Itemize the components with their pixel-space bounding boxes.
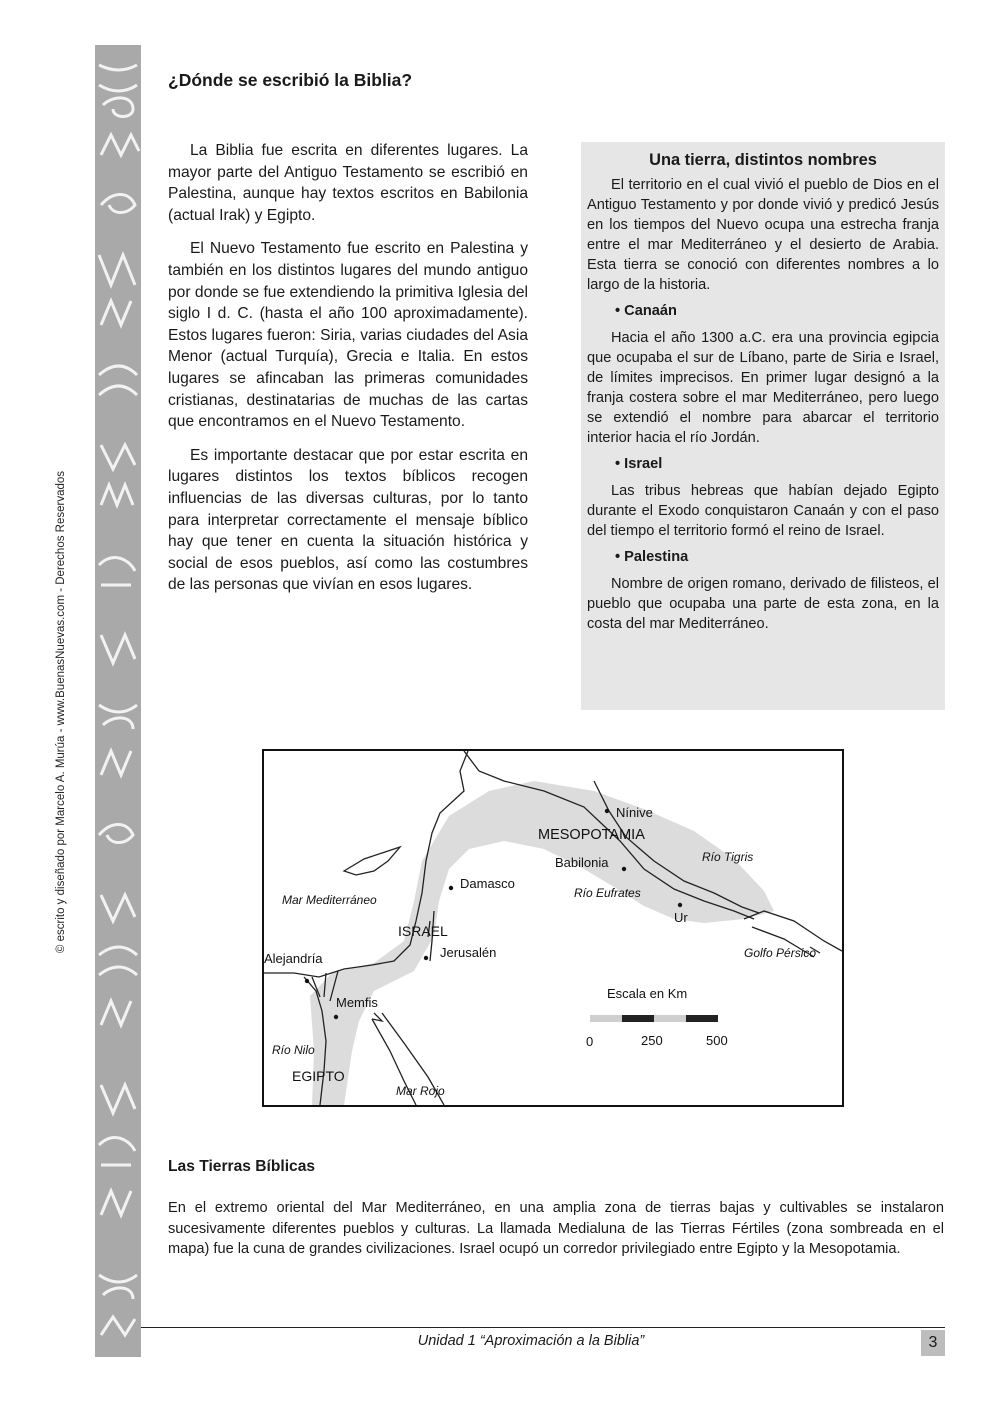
sidebox-text-israel: Las tribus hebreas que habían dejado Egipto durante el Exodo conquistaron Canaán y con el paso del tiempo el territorio formó el reino de Israel. bbox=[587, 483, 939, 539]
sidebox-title: Una tierra, distintos nombres bbox=[649, 151, 877, 169]
biblical-lands-paragraph: En el extremo oriental del Mar Mediterráneo, en una amplia zona de tierras bajas y cultivables se instalaron sucesivamente diferentes pueblos y culturas. La llamada Medialuna de las Tierras Fértiles (zona sombreada en el mapa) fue la cuna de grandes civilizaciones. Israel ocupó un corredor privilegiado entre Egipto y la Mesopotamia. bbox=[168, 1200, 944, 1258]
city-dot-damasco bbox=[449, 886, 453, 890]
footer-unit-title: Unidad 1 “Aproximación a la Biblia” bbox=[417, 1333, 645, 1349]
map-drawing bbox=[264, 751, 842, 1105]
names-sidebox bbox=[581, 142, 945, 710]
footer-divider bbox=[141, 1327, 945, 1328]
map-label-scale-500: 500 bbox=[706, 1033, 728, 1048]
map-label-eufrates: Río Eufrates bbox=[574, 886, 641, 900]
map-label-scale-250: 250 bbox=[641, 1033, 663, 1048]
city-dot-babilonia bbox=[622, 867, 626, 871]
city-dot-memfis bbox=[334, 1015, 338, 1019]
sidebox-heading-israel: • Israel bbox=[615, 456, 663, 472]
main-paragraph: La Biblia fue escrita en diferentes lugares. La mayor parte del Antiguo Testamento se escribió en Palestina, aunque hay textos escritos en Babilonia (actual Irak) y Egipto. bbox=[168, 142, 528, 224]
map-label-nilo: Río Nilo bbox=[272, 1043, 315, 1057]
sidebox-heading-palestina: • Palestina bbox=[615, 549, 689, 565]
map-label-alejandria: Alejandría bbox=[264, 951, 323, 966]
copyright-vertical-text: © escrito y diseñado por Marcelo A. Murúa - www.BuenasNuevas.com - Derechos Reservados bbox=[55, 470, 67, 954]
map-label-israel: ISRAEL bbox=[398, 923, 448, 939]
ornament-pattern bbox=[95, 45, 141, 1357]
map-label-scale-title: Escala en Km bbox=[607, 986, 688, 1001]
city-dot-alejandria bbox=[305, 979, 309, 983]
section-title-where-written: ¿Dónde se escribió la Biblia? bbox=[168, 70, 413, 90]
fertile-crescent-map bbox=[262, 749, 844, 1107]
city-dot-ninive bbox=[605, 809, 609, 813]
decorative-side-band bbox=[95, 45, 141, 1357]
page-number: 3 bbox=[921, 1330, 945, 1356]
city-dot-jerusalen bbox=[424, 956, 428, 960]
map-label-ur: Ur bbox=[674, 910, 688, 925]
city-dot-ur bbox=[678, 903, 682, 907]
map-label-jerusalen: Jerusalén bbox=[440, 945, 497, 960]
map-label-ninive: Nínive bbox=[616, 805, 653, 820]
map-label-egipto: EGIPTO bbox=[292, 1068, 345, 1084]
map-label-memfis: Memfis bbox=[336, 995, 378, 1010]
sidebox-heading-canaan: • Canaán bbox=[615, 303, 677, 319]
sidebox-intro: El territorio en el cual vivió el pueblo de Dios en el Antiguo Testamento y por donde vivió y predicó Jesús en los tiempos del Nuevo ocupa una estrecha franja entre el mar Mediterráneo y el desierto de Arabia. Esta tierra se conoció con diferentes nombres a lo largo de la historia. bbox=[587, 177, 939, 293]
sidebox-text-canaan: Hacia el año 1300 a.C. era una provincia egipcia que ocupaba el sur de Líbano, parte de Siria e Israel, de límites imprecisos. En primer lugar designó a la franja costera sobre el mar Mediterráneo, pero luego se extendió el nombre para abarcar el territorio interior hacia el río Jordán. bbox=[587, 330, 939, 446]
main-paragraph: Es importante destacar que por estar escrita en lugares distintos los textos bíblicos recogen influencias de las diversas culturas, por lo tanto para interpretar correctamente el mensaje bíblico hay que tener en cuenta la situación histórica y social de esos pueblos, así como las costumbres de las personas que vivían en esos lugares. bbox=[168, 446, 528, 594]
main-paragraph: El Nuevo Testamento fue escrito en Palestina y también en los distintos lugares del mundo antiguo por donde se fue extendiendo la primitiva Iglesia del siglo I d. C. (hasta el año 100 aproximadamente). Estos lugares fueron: Siria, varias ciudades del Asia Menor (actual Turquía), Grecia e Italia. En estos lugares se afincaban las primeras comunidades cristianas, destinatarias de muchas de las cartas que encontramos en el Nuevo Testamento. bbox=[168, 240, 528, 431]
sidebox-text-palestina: Nombre de origen romano, derivado de filisteos, el pueblo que ocupaba una parte de esta zona, en la costa del mar Mediterráneo. bbox=[587, 576, 939, 632]
map-label-scale-0: 0 bbox=[586, 1034, 594, 1049]
map-label-tigris: Río Tigris bbox=[702, 850, 754, 864]
section-title-biblical-lands: Las Tierras Bíblicas bbox=[168, 1158, 316, 1175]
map-label-mediterraneo: Mar Mediterráneo bbox=[282, 893, 377, 907]
map-label-mesopotamia: MESOPOTAMIA bbox=[538, 827, 645, 843]
scale-bar bbox=[590, 1015, 718, 1022]
map-label-damasco: Damasco bbox=[460, 876, 515, 891]
map-label-mar-rojo: Mar Rojo bbox=[396, 1084, 445, 1098]
map-label-golfo-persico: Golfo Pérsico bbox=[744, 946, 817, 960]
main-text-column bbox=[168, 140, 528, 608]
map-label-babilonia: Babilonia bbox=[555, 855, 609, 870]
